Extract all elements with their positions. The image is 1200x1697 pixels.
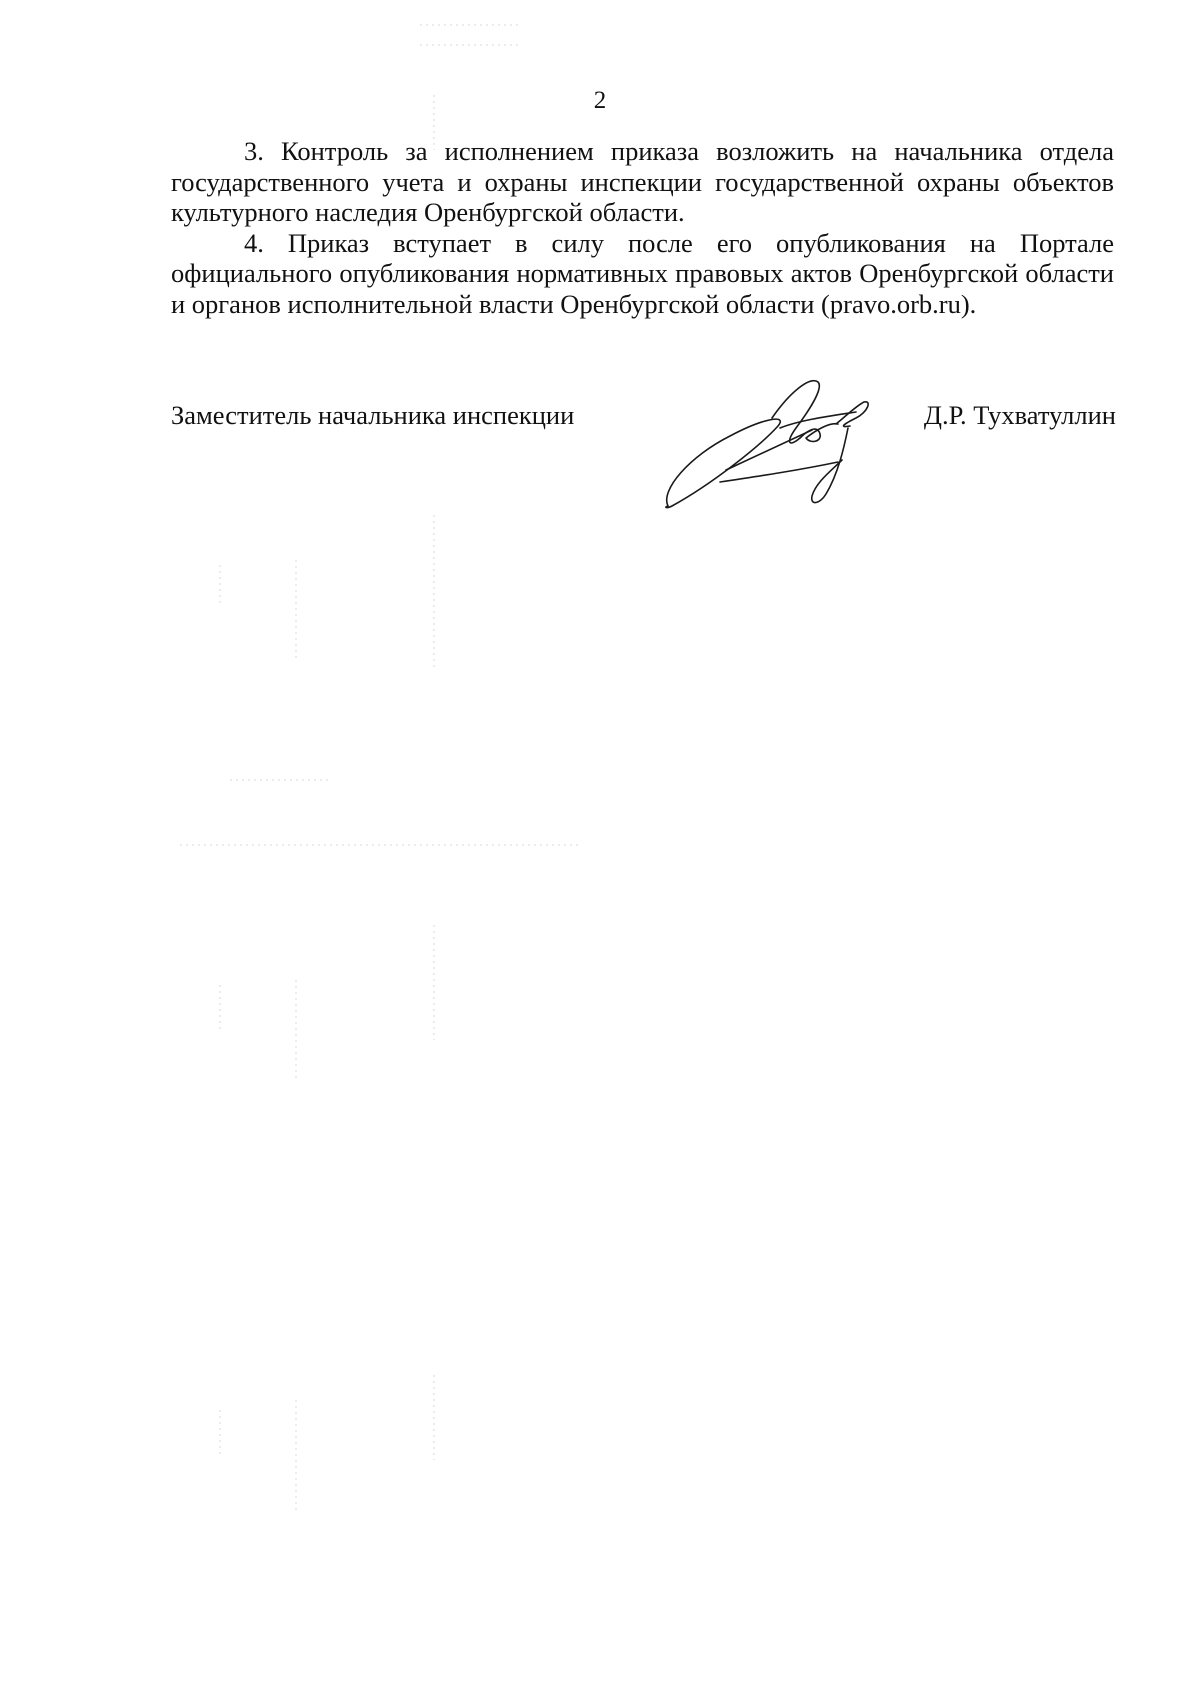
paragraph-item-3: 3. Контроль за исполнением приказа возложить на начальника отдела государственного учета и охраны инспекции государственной охраны объектов культурного наследия Оренбургской области. bbox=[171, 136, 1114, 227]
signatory-title: Заместитель начальника инспекции bbox=[171, 400, 575, 430]
page-number: 2 bbox=[593, 87, 607, 114]
paragraph-item-4: 4. Приказ вступает в силу после его опубликования на Портале официального опубликования нормативных правовых актов Оренбургской области и органов исполнительной власти Оренбургской области (pravo.orb.ru). bbox=[171, 227, 1114, 319]
document-body bbox=[171, 136, 1114, 319]
handwritten-signature bbox=[660, 378, 900, 518]
signatory-name: Д.Р. Тухватуллин bbox=[923, 400, 1116, 430]
